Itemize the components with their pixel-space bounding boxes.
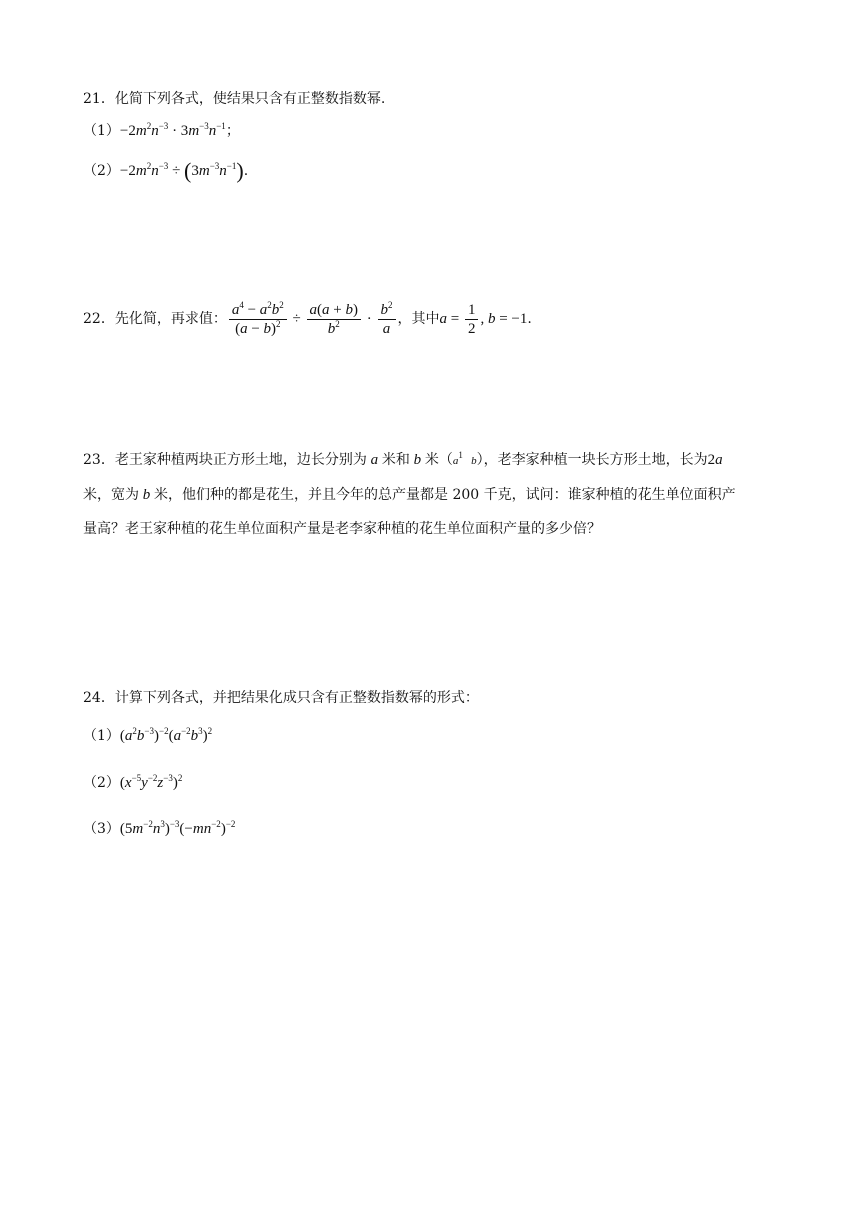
- expression: $-2m^2n^{-3} \cdot 3m^{-3}n^{-1}$: [119, 121, 226, 139]
- expression: $(a^2b^{-3})^{-2}(a^{-2}b^3)^2$: [119, 726, 213, 744]
- values: a = $\frac{1}{2}$ , b = −1: [439, 302, 528, 338]
- question-24-part-2: $(2)(x^{-5}y^{-2}z^{-3})^2$: [83, 773, 183, 791]
- question-21-part-2: $(2)-2m^2n^{-3} \div (3m^{-3}n^{-1})$.: [83, 158, 249, 183]
- question-23: 23．老王家种植两块正方形土地，边长分别为 a 米和 b 米（$a^1$ b），老李家种植一块长方形土地，长为2a 米，宽为 b 米，他们种的都是花生，并且今年的总产量都是 200 千克，试问：谁家种植的花生单位面积产 量高？老王家种植的花生单位面积产量是老李家种植的花生单位面积产量的多少倍？: [83, 450, 736, 537]
- question-24-title: 24．计算下列各式，并把结果化成只含有正整数指数幂的形式：: [83, 690, 479, 706]
- question-24-part-1: $(1)(a^2b^{-3})^{-2}(a^{-2}b^3)^2$: [83, 726, 213, 744]
- expression: $(5m^{-2}n^3)^{-3}(-mn^{-2})^{-2}$: [119, 819, 236, 837]
- question-22: 22．先化简，再求值： $\frac{a^4 - a^2b^2}{(a - b)^2}$ ÷ $\frac{a(a + b)}{b^2}$ · $\frac{b^2}{a}$ ，其中a = $\frac{1}{2}$ , b = −1.: [83, 300, 532, 338]
- expression: $(x^{-5}y^{-2}z^{-3})^2$: [119, 773, 183, 791]
- question-24-part-3: $(3)(5m^{-2}n^3)^{-3}(-mn^{-2})^{-2}$: [83, 819, 236, 837]
- question-21-title: 21．化简下列各式，使结果只含有正整数指数幂.: [83, 91, 386, 107]
- part-label: （2）: [83, 163, 120, 179]
- question-21-part-1: $(1)-2m^2n^{-3} \cdot 3m^{-3}n^{-1}$；: [83, 121, 240, 139]
- expression: $\frac{a^4 - a^2b^2}{(a - b)^2}$ ÷ $\frac{a(a + b)}{b^2}$ · $\frac{b^2}{a}$: [227, 311, 398, 327]
- expression: $-2m^2n^{-3} \div (3m^{-3}n^{-1})$: [119, 158, 244, 183]
- part-label: （1）: [83, 123, 120, 139]
